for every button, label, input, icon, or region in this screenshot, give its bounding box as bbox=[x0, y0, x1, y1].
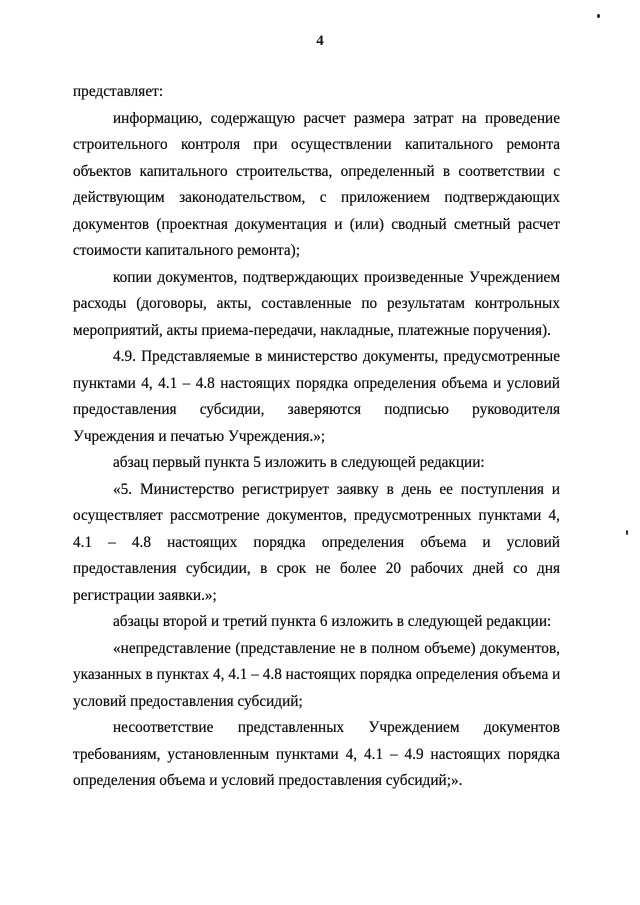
text-line: предоставления субсидии, заверяются подписью руководителя bbox=[73, 401, 560, 418]
paragraph bbox=[73, 639, 560, 719]
text-line: представляет: bbox=[73, 83, 164, 100]
text-line: абзацы второй и третий пункта 6 изложить в следующей редакции: bbox=[113, 613, 552, 630]
text-line: объектов капитального строительства, определенный в соответствии с bbox=[73, 162, 560, 180]
paragraph bbox=[73, 82, 560, 109]
text-line: «5. Министерство регистрирует заявку в день ее поступления и bbox=[113, 480, 560, 498]
text-line: пунктами 4, 4.1 – 4.8 настоящих порядка определения объема и условий bbox=[73, 374, 560, 392]
scan-speck bbox=[597, 14, 600, 18]
paragraph bbox=[73, 453, 560, 480]
scan-speck bbox=[626, 530, 628, 535]
text-line: документов (проектная документация и (или) сводный сметный расчет bbox=[73, 215, 560, 233]
text-line: информацию, содержащую расчет размера затрат на проведение bbox=[113, 109, 560, 127]
text-line: регистрации заявки.»; bbox=[73, 586, 217, 604]
text-line: условий предоставления субсидий; bbox=[73, 692, 303, 710]
text-line: «непредставление (представление не в полном объеме) документов, bbox=[113, 639, 560, 657]
text-line: требованиям, установленным пунктами 4, 4.1 – 4.9 настоящих порядка bbox=[73, 745, 560, 763]
paragraph bbox=[73, 612, 560, 639]
text-line: действующим законодательством, с приложением подтверждающих bbox=[73, 189, 560, 206]
text-line: Учреждения и печатью Учреждения.»; bbox=[73, 427, 326, 445]
text-line: указанных в пунктах 4, 4.1 – 4.8 настоящих порядка определения объема и bbox=[73, 666, 561, 683]
text-line: мероприятий, акты приема-передачи, накладные, платежные поручения). bbox=[73, 321, 551, 339]
text-line: абзац первый пункта 5 изложить в следующей редакции: bbox=[113, 454, 485, 471]
paragraph bbox=[73, 347, 560, 453]
text-line: строительного контроля при осуществлении капитального ремонта bbox=[73, 136, 560, 153]
paragraph bbox=[73, 268, 560, 348]
text-line: предоставления субсидии, в срок не более 20 рабочих дней со дня bbox=[73, 560, 560, 577]
text-line: расходы (договоры, акты, составленные по результатам контрольных bbox=[73, 295, 560, 312]
text-line: 4.1 – 4.8 настоящих порядка определения объема и условий bbox=[73, 533, 560, 551]
text-line: стоимости капитального ремонта); bbox=[73, 242, 301, 259]
text-line: определения объема и условий предоставления субсидий;». bbox=[73, 772, 463, 789]
page-number: 4 bbox=[316, 33, 324, 49]
text-line: 4.9. Представляемые в министерство документы, предусмотренные bbox=[113, 348, 560, 365]
paragraph bbox=[73, 480, 560, 613]
text-line: осуществляет рассмотрение документов, предусмотренных пунктами 4, bbox=[73, 507, 560, 524]
paragraph bbox=[73, 718, 560, 798]
document-body bbox=[73, 82, 560, 798]
text-line: копии документов, подтверждающих произведенные Учреждением bbox=[113, 268, 560, 286]
paragraph bbox=[73, 109, 560, 268]
text-line: несоответствие представленных Учреждением документов bbox=[113, 719, 560, 736]
